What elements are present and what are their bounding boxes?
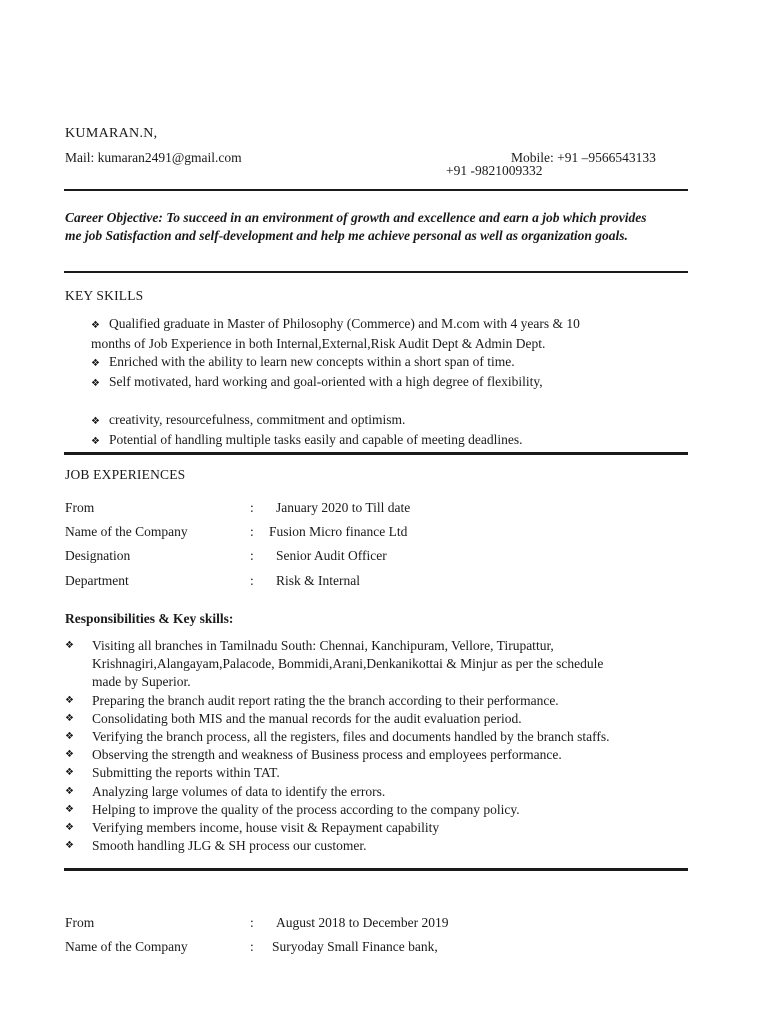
- department-value: Risk & Internal: [276, 573, 360, 588]
- list-item: ❖ Submitting the reports within TAT.: [65, 764, 705, 782]
- contact-mobile: Mobile: +91 –9566543133: [511, 150, 656, 165]
- contact-mobile-secondary: +91 -9821009332: [446, 163, 543, 178]
- diamond-bullet-icon: ❖: [91, 358, 100, 369]
- diamond-bullet-icon: ❖: [65, 694, 74, 706]
- list-item: ❖ Potential of handling multiple tasks easily and capable of meeting deadlines.: [91, 431, 691, 451]
- divider: [64, 271, 688, 273]
- diamond-bullet-icon: ❖: [65, 767, 74, 779]
- diamond-bullet-icon: ❖: [65, 803, 74, 815]
- colon: :: [250, 524, 254, 539]
- colon: :: [250, 500, 254, 515]
- diamond-bullet-icon: ❖: [65, 640, 74, 651]
- colon: :: [250, 915, 254, 930]
- list-item-continuation: made by Superior.: [92, 674, 191, 690]
- diamond-bullet-icon: ❖: [65, 749, 74, 761]
- colon: :: [250, 573, 254, 588]
- key-skills-list: [91, 315, 691, 451]
- list-item: ❖ Smooth handling JLG & SH process our customer.: [65, 837, 705, 855]
- designation-label: Designation: [65, 548, 131, 563]
- diamond-bullet-icon: ❖: [65, 731, 74, 743]
- from-value: August 2018 to December 2019: [276, 915, 449, 930]
- from-value: January 2020 to Till date: [276, 500, 411, 515]
- diamond-bullet-icon: ❖: [65, 822, 74, 834]
- diamond-bullet-icon: ❖: [91, 320, 100, 331]
- list-item: ❖ Consolidating both MIS and the manual records for the audit evaluation period.: [65, 710, 705, 728]
- company-label: Name of the Company: [65, 524, 188, 539]
- from-label: From: [65, 500, 95, 515]
- list-item: ❖ Verifying members income, house visit & Repayment capability: [65, 819, 705, 837]
- company-value: Suryoday Small Finance bank,: [272, 939, 438, 954]
- career-objective-label: Career Objective:: [65, 210, 163, 225]
- diamond-bullet-icon: ❖: [91, 436, 100, 447]
- responsibilities-title: Responsibilities & Key skills:: [65, 611, 234, 626]
- list-item-continuation: months of Job Experience in both Internal,External,Risk Audit Dept & Admin Dept.: [91, 336, 546, 351]
- company-label: Name of the Company: [65, 939, 188, 954]
- list-item: ❖ Helping to improve the quality of the process according to the company policy.: [65, 801, 705, 819]
- from-label: From: [65, 915, 95, 930]
- divider: [64, 452, 688, 455]
- list-item: ❖ creativity, resourcefulness, commitment and optimism.: [91, 411, 691, 431]
- candidate-name: KUMARAN.N,: [65, 126, 158, 141]
- list-item: ❖ Observing the strength and weakness of Business process and employees performance.: [65, 746, 705, 764]
- colon: :: [250, 548, 254, 563]
- diamond-bullet-icon: ❖: [65, 712, 74, 724]
- divider: [64, 868, 688, 871]
- contact-email: Mail: kumaran2491@gmail.com: [65, 150, 242, 165]
- list-item: ❖ Analyzing large volumes of data to identify the errors.: [65, 783, 705, 801]
- designation-value: Senior Audit Officer: [276, 548, 387, 563]
- diamond-bullet-icon: ❖: [91, 416, 100, 427]
- list-item: ❖ Visiting all branches in Tamilnadu South: Chennai, Kanchipuram, Vellore, Tirupattur,: [65, 637, 705, 655]
- list-item: ❖ Verifying the branch process, all the registers, files and documents handled by the branch staffs.: [65, 728, 705, 746]
- diamond-bullet-icon: ❖: [91, 378, 100, 389]
- diamond-bullet-icon: ❖: [65, 785, 74, 797]
- career-objective-text: To succeed in an environment of growth and excellence and earn a job which provides me job Satisfaction and self-development and help me achieve personal as well as organization goals.: [65, 210, 647, 243]
- responsibilities-list: [65, 637, 705, 855]
- divider: [64, 189, 688, 191]
- department-label: Department: [65, 573, 129, 588]
- colon: :: [250, 939, 254, 954]
- list-item: ❖ Self motivated, hard working and goal-oriented with a high degree of flexibility,: [91, 373, 691, 393]
- list-item: ❖ Preparing the branch audit report rating the the branch according to their performance.: [65, 692, 705, 710]
- job-experiences-heading: JOB EXPERIENCES: [65, 467, 186, 482]
- list-item: ❖ Qualified graduate in Master of Philosophy (Commerce) and M.com with 4 years & 10: [91, 315, 691, 335]
- list-item: ❖ Enriched with the ability to learn new concepts within a short span of time.: [91, 353, 691, 373]
- diamond-bullet-icon: ❖: [65, 840, 74, 852]
- key-skills-heading: KEY SKILLS: [65, 288, 144, 303]
- list-item-continuation: Krishnagiri,Alangayam,Palacode, Bommidi,Arani,Denkanikottai & Minjur as per the schedule: [92, 656, 604, 672]
- career-objective: [65, 209, 665, 244]
- company-value: Fusion Micro finance Ltd: [269, 524, 408, 539]
